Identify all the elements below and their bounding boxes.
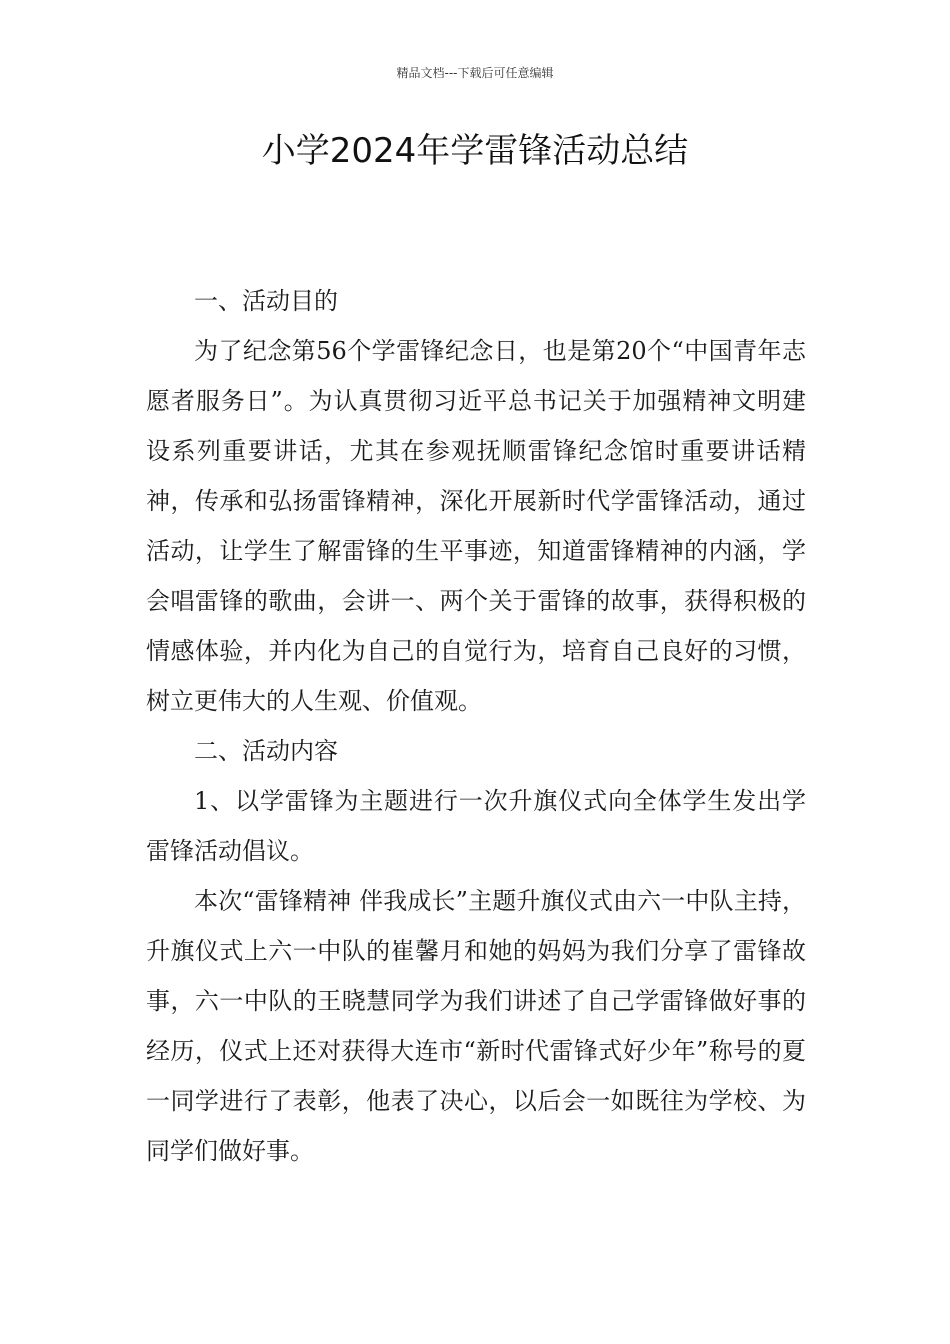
section-heading-purpose: 一、活动目的 <box>194 287 338 315</box>
header-note: 精品文档---下载后可任意编辑 <box>396 66 554 80</box>
section-heading-content: 二、活动内容 <box>194 737 338 765</box>
paragraph-item-1: 1、以学雷锋为主题进行一次升旗仪式向全体学生发出学雷锋活动倡议。 <box>146 787 806 865</box>
paragraph-purpose: 为了纪念第56个学雷锋纪念日，也是第20个“中国青年志愿者服务日”。为认真贯彻习近平总书记关于加强精神文明建设系列重要讲话，尤其在参观抚顺雷锋纪念馆时重要讲话精神，传承和弘扬雷锋精神，深化开展新时代学雷锋活动，通过活动，让学生了解雷锋的生平事迹，知道雷锋精神的内涵，学会唱雷锋的歌曲，会讲一、两个关于雷锋的故事，获得积极的情感体验，并内化为自己的自觉行为，培育自己良好的习惯，树立更伟大的人生观、价值观。 <box>146 337 806 715</box>
document-body <box>146 276 806 1176</box>
document-title: 小学2024年学雷锋活动总结 <box>261 131 689 171</box>
paragraph-flag-ceremony: 本次“雷锋精神 伴我成长”主题升旗仪式由六一中队主持，升旗仪式上六一中队的崔馨月和她的妈妈为我们分享了雷锋故事，六一中队的王晓慧同学为我们讲述了自己学雷锋做好事的经历，仪式上还对获得大连市“新时代雷锋式好少年”称号的夏一同学进行了表彰，他表了决心，以后会一如既往为学校、为同学们做好事。 <box>146 887 806 1165</box>
